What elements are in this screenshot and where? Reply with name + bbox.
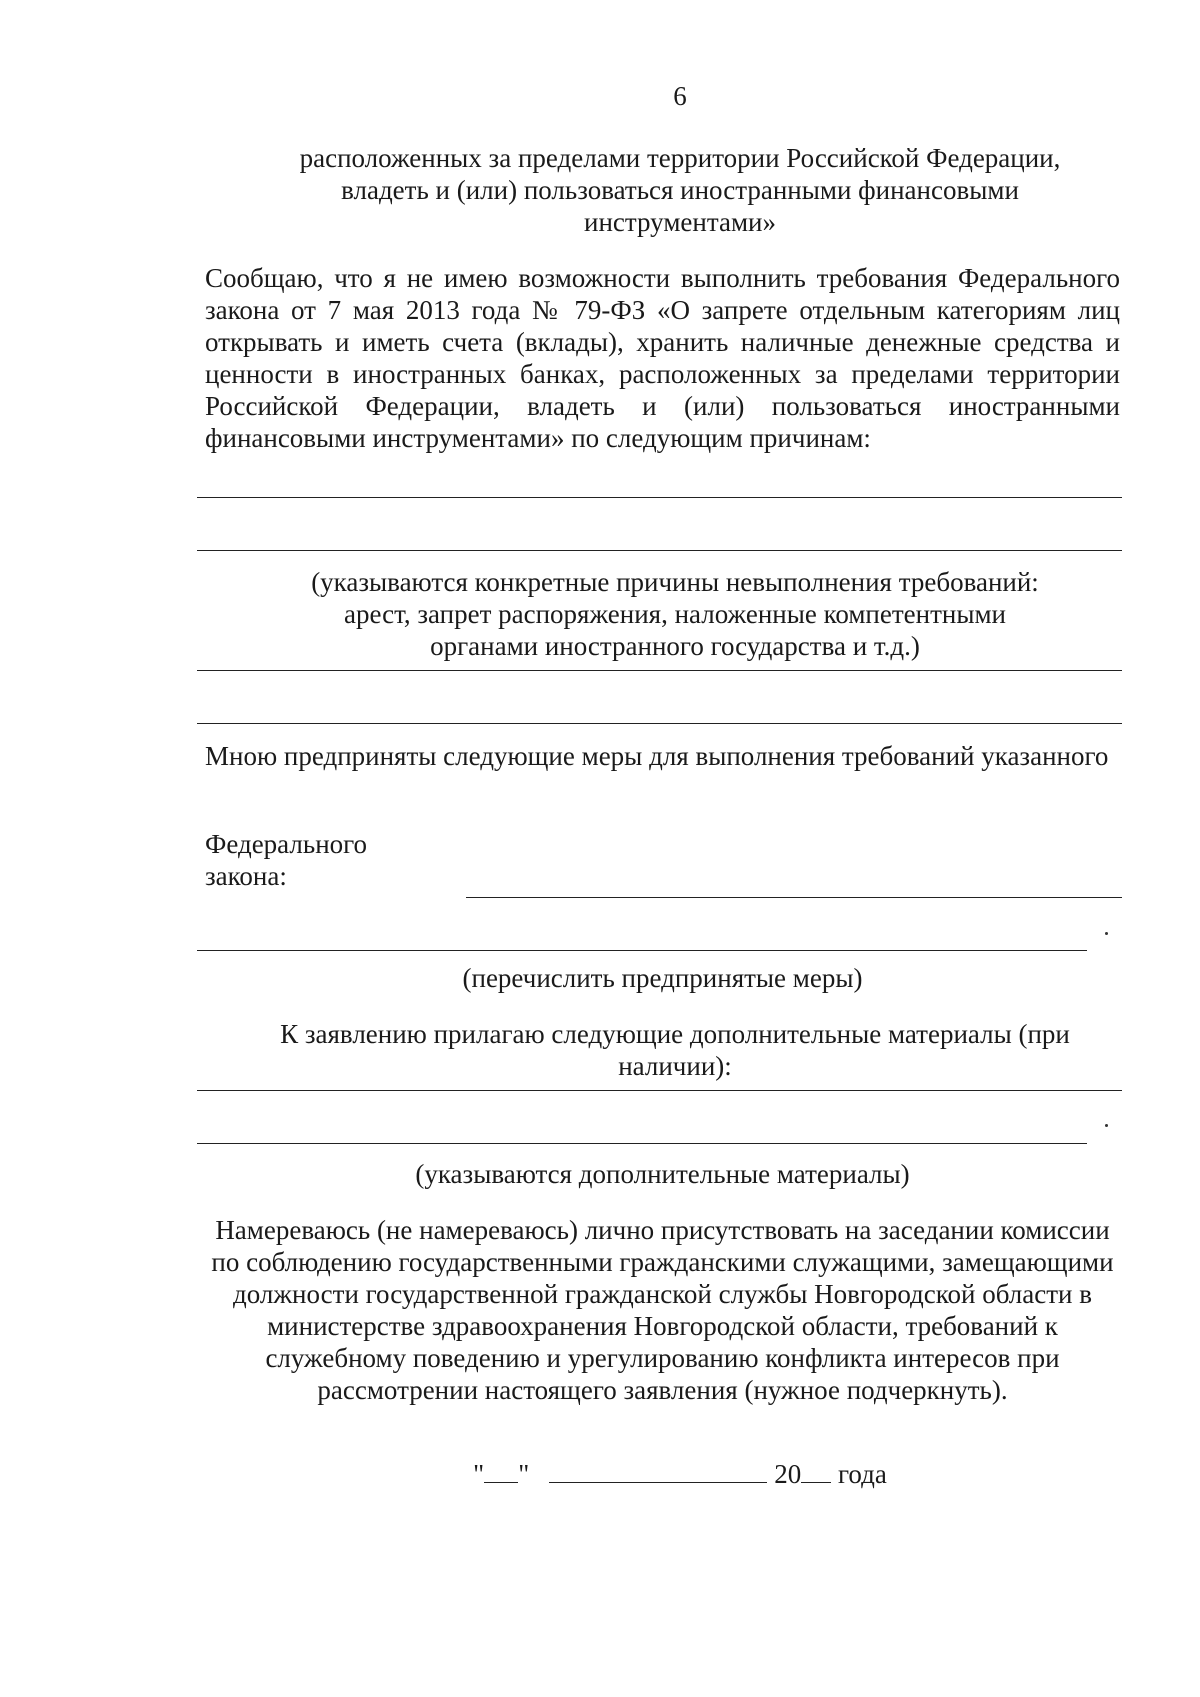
measures-label-line-2: закона: xyxy=(205,861,287,891)
date-line xyxy=(0,1458,1200,1490)
attachments-fill-line-2[interactable] xyxy=(197,1143,1087,1144)
page-number: 6 xyxy=(673,81,687,111)
reason-fill-line-2[interactable] xyxy=(197,550,1122,551)
header-line-3: инструментами» xyxy=(584,207,776,237)
stray-dot xyxy=(1105,1124,1108,1127)
header-continuation xyxy=(230,142,1130,238)
month-blank[interactable] xyxy=(549,1460,767,1483)
measures-paragraph: Мною предприняты следующие меры для выполнения требований указанного xyxy=(205,741,1109,771)
measures-fill-line-2[interactable] xyxy=(197,950,1087,951)
reasons-caption-line-2: арест, запрет распоряжения, наложенные компетентными xyxy=(343,599,1007,629)
reasons-caption-line-1: (указываются конкретные причины невыполнения требований: xyxy=(311,567,1039,597)
intention-paragraph: Намереваюсь (не намереваюсь) лично присутствовать на заседании комиссии по соблюдению государственными гражданскими служащими, замещающими должности государственной гражданской службы Новгородской области в министерстве здравоохранения Новгородской области, требований к служебному поведению и урегулированию конфликта интересов при рассмотрении настоящего заявления (нужное подчеркнуть). xyxy=(211,1215,1114,1405)
stray-dot xyxy=(1105,932,1108,935)
reasons-caption xyxy=(230,566,1120,662)
measures-label-line-1: Федерального xyxy=(205,829,368,859)
reasons-caption-line-3: органами иностранного государства и т.д.) xyxy=(430,631,920,661)
statement-paragraph: Сообщаю, что я не имею возможности выполнить требования Федерального закона от 7 мая 2013 года № 79-ФЗ «О запрете отдельным категориям лиц открывать и иметь счета (вклады), хранить наличные денежные средства и ценности в иностранных банках, расположенных за пределами территории Российской Федерации, владеть и (или) пользоваться иностранными финансовыми инструментами» по следующим причинам: xyxy=(205,263,1120,453)
year-prefix: 20 xyxy=(774,1459,802,1489)
attachments-caption: (указываются дополнительные материалы) xyxy=(415,1159,910,1189)
measures-fill-line-1[interactable] xyxy=(466,897,1122,898)
day-blank[interactable] xyxy=(484,1460,518,1483)
day-quote-close: " xyxy=(518,1459,530,1489)
date-suffix: года xyxy=(837,1459,887,1489)
attachments-paragraph: К заявлению прилагаю следующие дополнительные материалы (при наличии): xyxy=(280,1019,1070,1081)
attachments-fill-line-1[interactable] xyxy=(197,1090,1122,1091)
reason-fill-line-1[interactable] xyxy=(197,497,1122,498)
header-line-2: владеть и (или) пользоваться иностранными финансовыми xyxy=(341,175,1019,205)
reason-fill-line-4[interactable] xyxy=(197,723,1122,724)
year-blank[interactable] xyxy=(801,1460,831,1483)
header-line-1: расположенных за пределами территории Российской Федерации, xyxy=(299,143,1061,173)
reason-fill-line-3[interactable] xyxy=(197,670,1122,671)
day-quote-open: " xyxy=(473,1459,485,1489)
measures-caption: (перечислить предпринятые меры) xyxy=(462,963,863,993)
